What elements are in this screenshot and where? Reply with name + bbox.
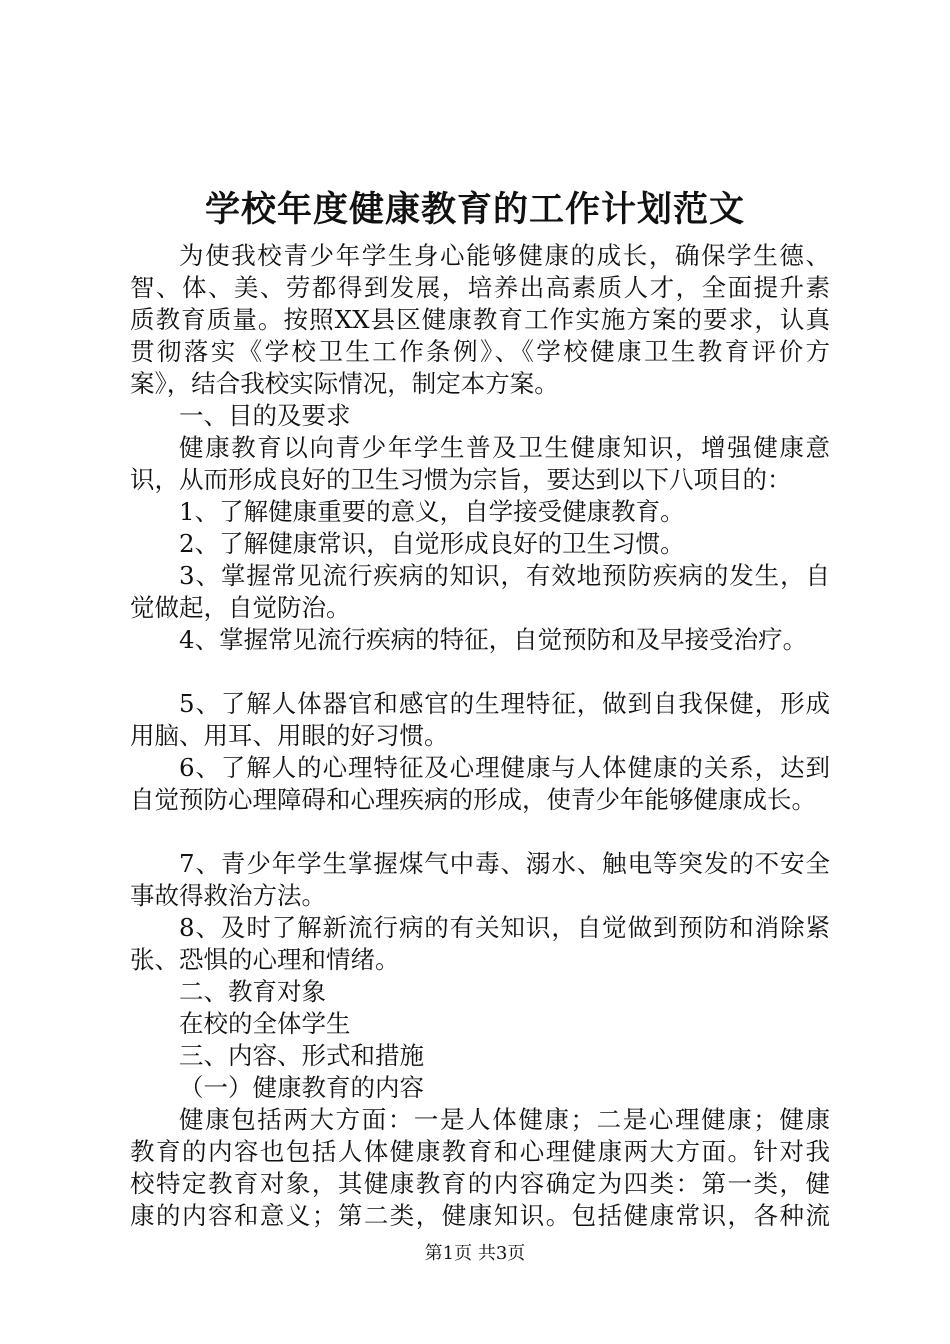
body-line: 觉做起，自觉防治。 xyxy=(130,593,351,622)
body-line: 贯彻落实《学校卫生工作条例》、《学校健康卫生教育评价方 xyxy=(130,337,830,366)
page-footer: 第1页 共3页 xyxy=(424,1243,526,1264)
body-line: 事故得救治方法。 xyxy=(130,881,326,910)
list-item: 5、了解人体器官和感官的生理特征，做到自我保健，形成 xyxy=(179,689,830,718)
body-line: 智、体、美、劳都得到发展，培养出高素质人才，全面提升素 xyxy=(130,273,830,302)
list-item: 8、及时了解新流行病的有关知识，自觉做到预防和消除紧 xyxy=(179,913,830,942)
list-item: 7、青少年学生掌握煤气中毒、溺水、触电等突发的不安全 xyxy=(179,849,830,878)
body-line: 自觉预防心理障碍和心理疾病的形成，使青少年能够健康成长。 xyxy=(130,785,816,814)
list-item: 2、了解健康常识，自觉形成良好的卫生习惯。 xyxy=(179,529,685,558)
document-title: 学校年度健康教育的工作计划范文 xyxy=(204,189,745,230)
body-line: 用脑、用耳、用眼的好习惯。 xyxy=(130,721,449,750)
body-line: 健康教育以向青少年学生普及卫生健康知识，增强健康意 xyxy=(179,433,830,462)
body-line: 康的内容和意义；第二类，健康知识。包括健康常识，各种流 xyxy=(130,1201,830,1230)
body-line: 校特定教育对象，其健康教育的内容确定为四类：第一类，健 xyxy=(130,1169,830,1198)
body-line: 教育的内容也包括人体健康教育和心理健康两大方面。针对我 xyxy=(130,1137,830,1166)
body-line: 案》，结合我校实际情况，制定本方案。 xyxy=(130,369,559,398)
body-line: 在校的全体学生 xyxy=(179,1009,351,1038)
list-item: 6、了解人的心理特征及心理健康与人体健康的关系，达到 xyxy=(179,753,830,782)
list-item: 4、掌握常见流行疾病的特征，自觉预防和及早接受治疗。 xyxy=(179,625,808,654)
section-heading: 一、目的及要求 xyxy=(179,401,351,430)
list-item: 3、掌握常见流行疾病的知识，有效地预防疾病的发生，自 xyxy=(179,561,830,590)
section-heading: 二、教育对象 xyxy=(179,977,326,1006)
body-line: 健康包括两大方面：一是人体健康；二是心理健康；健康 xyxy=(179,1105,830,1134)
body-line: 为使我校青少年学生身心能够健康的成长，确保学生德、 xyxy=(179,241,830,270)
body-line: 张、恐惧的心理和情绪。 xyxy=(130,945,400,974)
section-heading: 三、内容、形式和措施 xyxy=(179,1041,424,1070)
subsection-heading: （一）健康教育的内容 xyxy=(179,1073,424,1102)
list-item: 1、了解健康重要的意义，自学接受健康教育。 xyxy=(179,497,685,526)
body-line: 质教育质量。按照XX县区健康教育工作实施方案的要求，认真 xyxy=(130,305,830,334)
body-line: 识，从而形成良好的卫生习惯为宗旨，要达到以下八项目的： xyxy=(130,465,792,494)
